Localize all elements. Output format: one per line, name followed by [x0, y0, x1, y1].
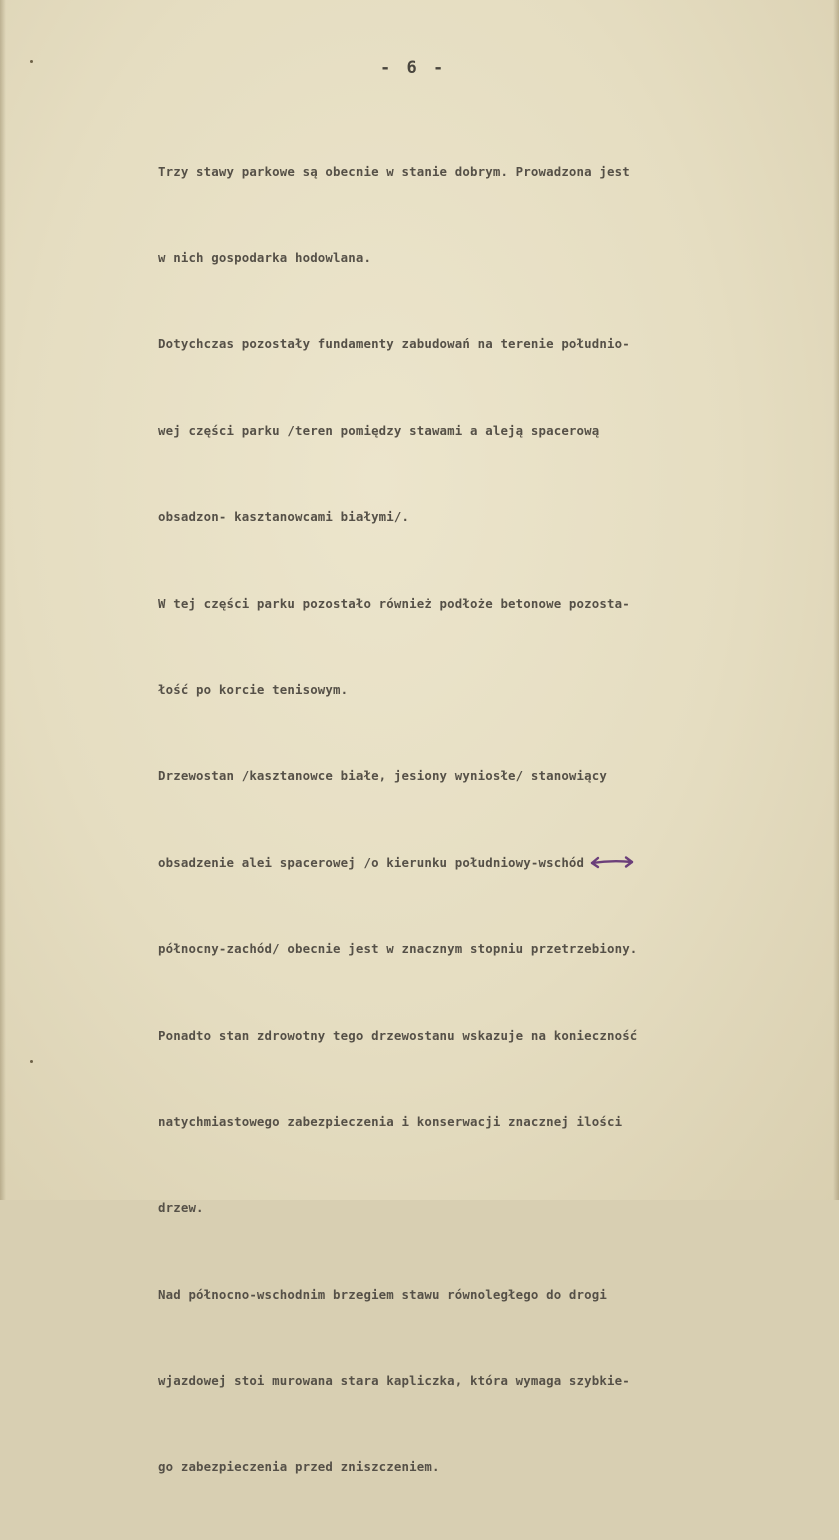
punch-hole — [30, 1060, 33, 1063]
right-edge-shadow — [833, 0, 839, 1200]
left-edge-shadow — [0, 0, 6, 1200]
body-text — [158, 100, 823, 1540]
text-line: W tej części parku pozostało również podłoże betonowe pozosta- — [158, 595, 630, 611]
double-arrow-icon — [588, 856, 636, 870]
punch-hole — [30, 60, 33, 63]
text-line: wjazdowej stoi murowana stara kapliczka, która wymaga szybkie- — [158, 1373, 630, 1389]
text-line: łość po korcie tenisowym. — [158, 681, 349, 697]
page-number: - 6 - — [380, 58, 447, 78]
text-line: Trzy stawy parkowe są obecnie w stanie dobrym. Prowadzona jest — [158, 163, 630, 179]
text-line: w nich gospodarka hodowlana. — [158, 249, 372, 265]
text-line: obsadzon- kasztanowcami białymi/. — [158, 509, 410, 525]
text-line: wej części parku /teren pomiędzy stawami a aleją spacerową — [158, 422, 600, 438]
text-line: Nad północno-wschodnim brzegiem stawu równoległego do drogi — [158, 1286, 607, 1302]
text-line: Dotychczas pozostały fundamenty zabudowań na terenie południo- — [158, 336, 630, 352]
text-line: Drzewostan /kasztanowce białe, jesiony wyniosłe/ stanowiący — [158, 768, 607, 784]
text-line: natychmiastowego zabezpieczenia i konserwacji znacznej ilości — [158, 1113, 623, 1129]
text-line: go zabezpieczenia przed zniszczeniem. — [158, 1459, 440, 1475]
text-line: drzew. — [158, 1200, 204, 1216]
text-line: Ponadto stan zdrowotny tego drzewostanu wskazuje na konieczność — [158, 1027, 638, 1043]
text-line: obsadzenie alei spacerowej /o kierunku południowy-wschód — [158, 854, 585, 870]
text-line-with-annotation — [158, 849, 823, 878]
text-line: północny-zachód/ obecnie jest w znacznym stopniu przetrzebiony. — [158, 941, 638, 957]
